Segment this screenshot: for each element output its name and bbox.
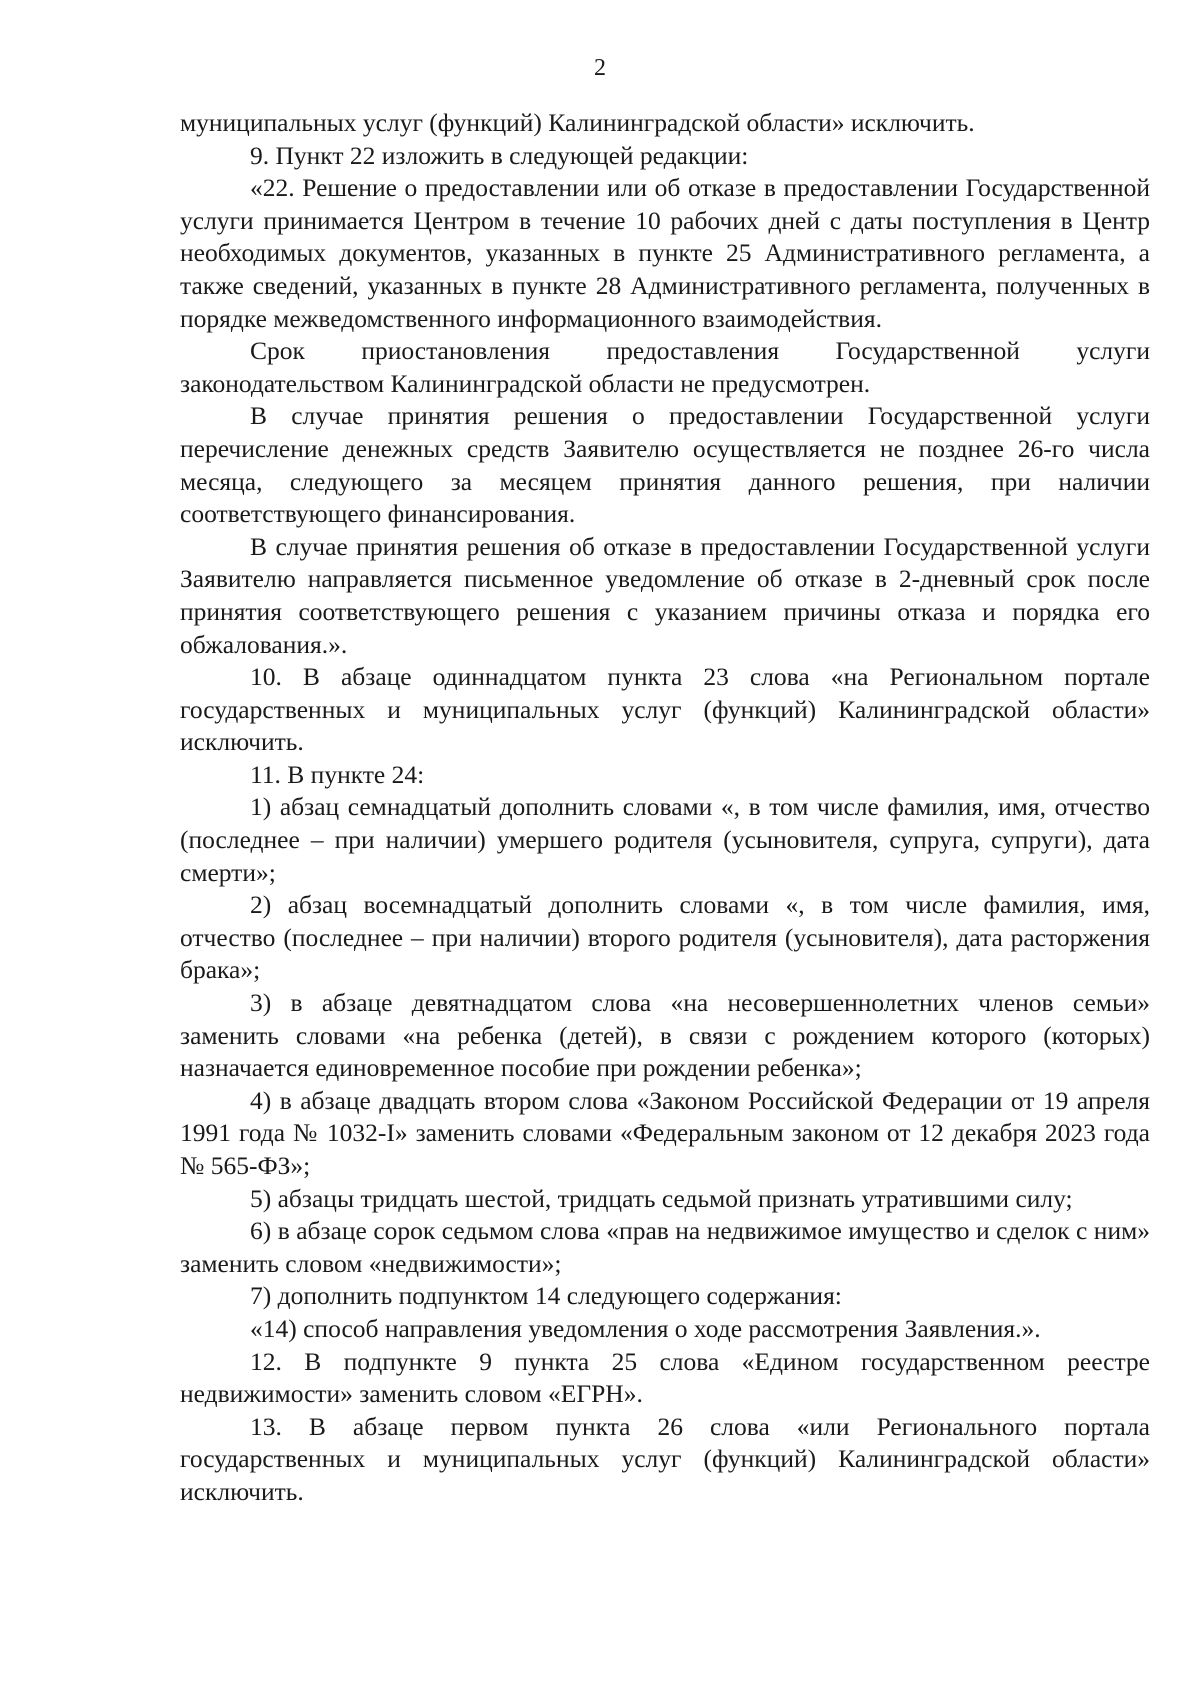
- paragraph-quote-14: «14) способ направления уведомления о ходе рассмотрения Заявления.».: [250, 1313, 1041, 1343]
- paragraph-payment-transfer: В случае принятия решения о предоставлении Государственной услуги перечисление денежных средств Заявителю осуществляется не позднее 26-го числа месяца, следующего за месяцем принятия данного решения, при наличии соответствующего финансирования.: [180, 401, 1150, 529]
- paragraph-item-12: 12. В подпункте 9 пункта 25 слова «Едином государственном реестре недвижимости» заменить словом «ЕГРН».: [180, 1346, 1150, 1409]
- paragraph-item-13: 13. В абзаце первом пункта 26 слова «или Регионального портала государственных и муниципальных услуг (функций) Калининградской области» исключить.: [180, 1411, 1150, 1506]
- paragraph-subitem-5: 5) абзацы тридцать шестой, тридцать седьмой признать утратившими силу;: [250, 1183, 1073, 1213]
- document-body: [180, 107, 1150, 1509]
- paragraph-subitem-7: 7) дополнить подпунктом 14 следующего содержания:: [250, 1281, 842, 1311]
- paragraph-subitem-1: 1) абзац семнадцатый дополнить словами «, в том числе фамилия, имя, отчество (последнее – при наличии) умершего родителя (усыновителя, супруга, супруги), дата смерти»;: [180, 792, 1150, 887]
- paragraph-continuation: муниципальных услуг (функций) Калининградской области» исключить.: [180, 108, 975, 137]
- paragraph-subitem-6: 6) в абзаце сорок седьмом слова «прав на недвижимое имущество и сделок с ним» заменить словом «недвижимости»;: [180, 1216, 1150, 1278]
- paragraph-item-10: 10. В абзаце одиннадцатом пункта 23 слова «на Региональном портале государственных и муниципальных услуг (функций) Калининградской области» исключить.: [180, 662, 1150, 757]
- paragraph-quote-22: «22. Решение о предоставлении или об отказе в предоставлении Государственной услуги принимается Центром в течение 10 рабочих дней с даты поступления в Центр необходимых документов, указанных в пункте 25 Административного регламента, а также сведений, указанных в пункте 28 Административного регламента, полученных в порядке межведомственного информационного взаимодействия.: [180, 173, 1150, 333]
- paragraph-item-9: 9. Пункт 22 изложить в следующей редакции:: [250, 140, 749, 170]
- paragraph-subitem-2: 2) абзац восемнадцатый дополнить словами «, в том числе фамилия, имя, отчество (последнее – при наличии) второго родителя (усыновителя), дата расторжения брака»;: [180, 890, 1150, 985]
- page-number: 2: [594, 55, 606, 81]
- paragraph-subitem-3: 3) в абзаце девятнадцатом слова «на несовершеннолетних членов семьи» заменить словами «на ребенка (детей), в связи с рождением которого (которых) назначается единовременное пособие при рождении ребенка»;: [180, 988, 1150, 1083]
- paragraph-refusal-notice: В случае принятия решения об отказе в предоставлении Государственной услуги Заявителю направляется письменное уведомление об отказе в 2-дневный срок после принятия соответствующего решения с указанием причины отказа и порядка его обжалования.».: [180, 531, 1150, 659]
- paragraph-suspension-term: Срок приостановления предоставления Государственной услуги законодательством Калининградской области не предусмотрен.: [180, 336, 1150, 398]
- paragraph-item-11: 11. В пункте 24:: [250, 759, 425, 789]
- paragraph-subitem-4: 4) в абзаце двадцать втором слова «Законом Российской Федерации от 19 апреля 1991 года № 1032-I» заменить словами «Федеральным законом от 12 декабря 2023 года № 565-ФЗ»;: [180, 1085, 1150, 1180]
